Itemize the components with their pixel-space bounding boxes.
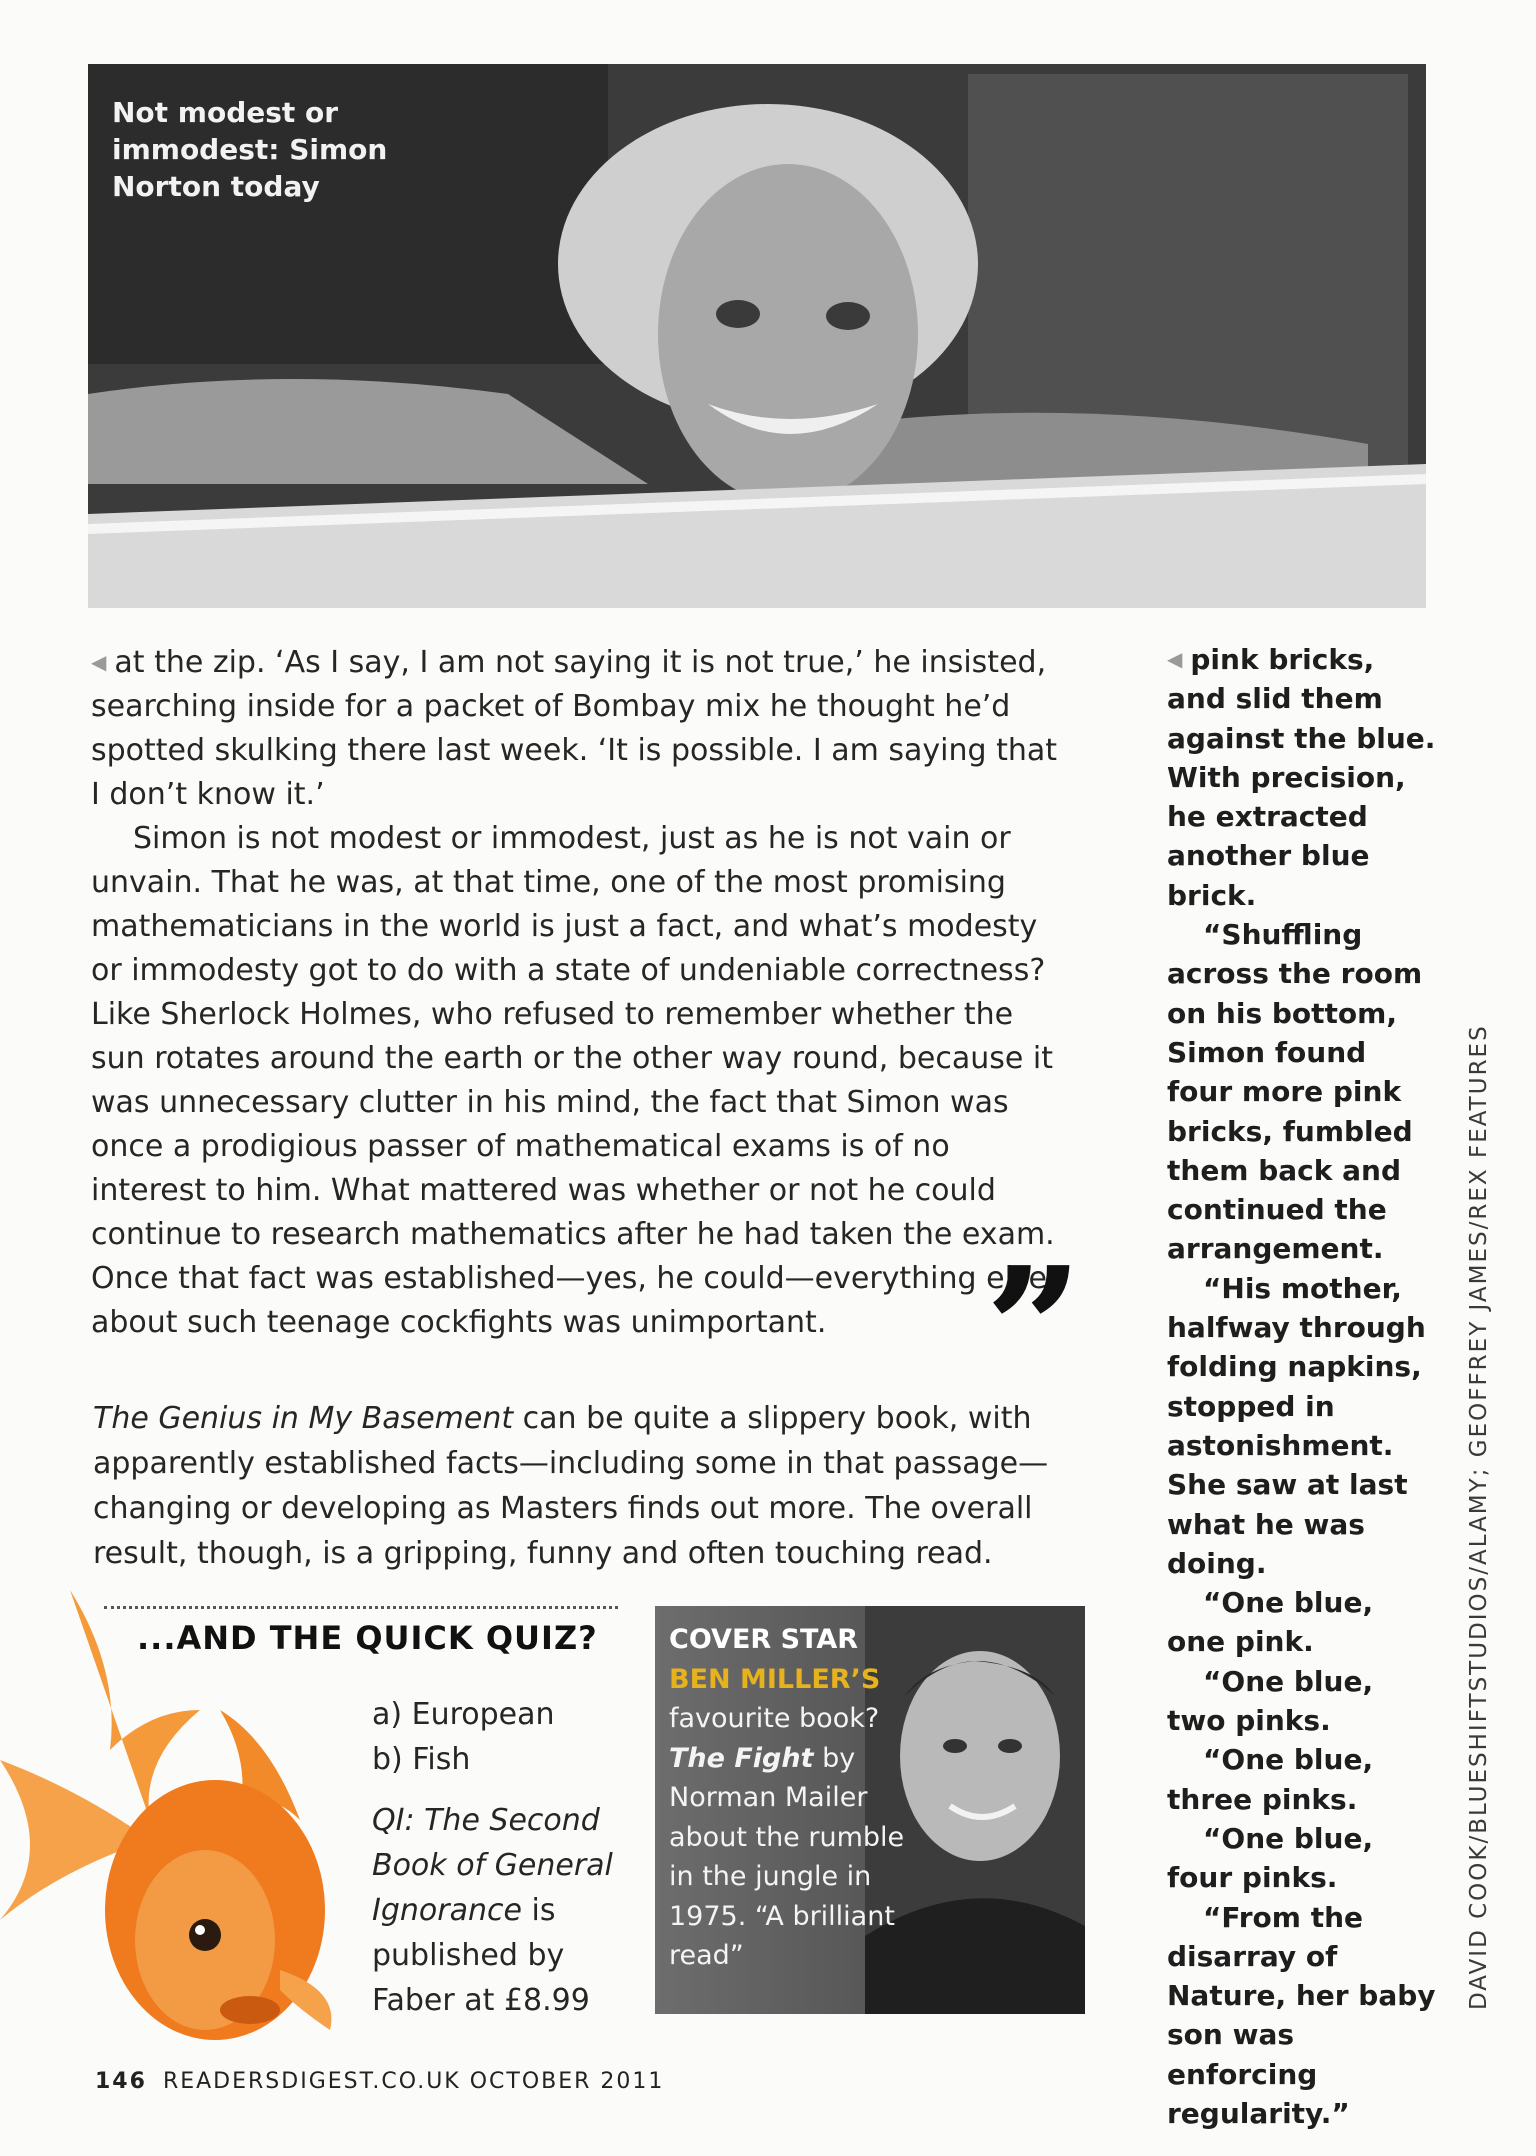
review-book-title: The Genius in My Basement [93, 1401, 514, 1436]
page-number: 146 [95, 2069, 147, 2094]
cover-star-line: favourite book? [669, 1703, 880, 1734]
cover-book-desc: Norman Mailer about the rumble in the jungle in 1975. “A brilliant read” [669, 1782, 905, 1971]
main-text-column [91, 640, 1071, 1345]
side-paragraph: “One blue, three pinks. [1167, 1743, 1374, 1816]
side-paragraph: “From the disarray of Nature, her baby son was enforcing regularity.” [1167, 1900, 1436, 2130]
side-paragraph: “One blue, four pinks. [1167, 1821, 1374, 1895]
paragraph-2: Simon is not modest or immodest, just as he is not vain or unvain. That he was, at that time, one of the most promising mathematicians in the world is just a fact, and what’s modesty or immodesty got to do with a state of undeniable correctness? Like Sherlock Holmes, who refused to remember whether the sun rotates around the earth or the other way round, because it was unnecessary clutter in his mind, the fact that Simon was once a prodigious passer of mathematical exams is of no interest to him. What mattered was whether or not he could continue to research mathematics after he had taken the exam. Once that fact was established—yes, he could—everything else about such teenage cockfights was unimportant. [91, 821, 1055, 1340]
side-paragraph: “Shuffling across the room on his bottom, Simon found four more pink bricks, fumbled them back and continued the arrangement. [1167, 918, 1423, 1266]
quiz-title: ...AND THE QUICK QUIZ? [137, 1619, 598, 1657]
cover-star-box [655, 1606, 1085, 2014]
cover-book-title: The Fight [669, 1742, 814, 1774]
paragraph-1: ◀ at the zip. ‘As I say, I am not saying it is not true,’ he insisted, searching inside for a packet of Bombay mix he thought he’d spotted skulking there last week. ‘It is possible. I am saying that I don’t know it.’ [91, 645, 1057, 812]
top-photo [88, 64, 1426, 608]
goldfish-icon [0, 1590, 360, 2040]
quiz-answer: b) Fish [372, 1742, 471, 1777]
side-paragraph: “One blue, two pinks. [1167, 1664, 1374, 1738]
review-paragraph [93, 1396, 1073, 1576]
side-text-column [1167, 640, 1437, 2133]
continued-arrow-icon: ◀ [1167, 647, 1183, 671]
side-paragraph: “One blue, one pink. [1167, 1586, 1374, 1659]
quiz-book-title: QI: The Second Book of General Ignorance [372, 1803, 613, 1928]
photo-credit: DAVID COOK/BLUESHIFTSTUDIOS/ALAMY; GEOFFREY JAMES/REX FEATURES [1466, 1024, 1492, 2010]
cover-book-by: by [813, 1742, 856, 1774]
side-paragraph: ◀ pink bricks, and slid them against the blue. With precision, he extracted another blue brick. [1167, 643, 1436, 912]
quiz-published: is published by Faber at £8.99 [372, 1893, 590, 2018]
cover-star-name: BEN MILLER’S [669, 1663, 881, 1695]
quiz-book-note [372, 1798, 642, 2023]
cover-star-label: COVER STAR [669, 1624, 859, 1655]
quiz-body [372, 1692, 642, 2023]
quiz-answer: a) European [372, 1697, 555, 1732]
page-footer [95, 2069, 664, 2094]
closing-quote-icon: ” [985, 1230, 1083, 1430]
review-text: can be quite a slippery book, with apparently established facts—including some in that passage—changing or developing as Masters finds out more. The overall result, though, is a gripping, funny and often touching read. [93, 1401, 1049, 1571]
side-paragraph: “His mother, halfway through folding napkins, stopped in astonishment. She saw at last what he was doing. [1167, 1271, 1426, 1580]
photo-caption: Not modest or immodest: Simon Norton today [112, 96, 388, 203]
continued-arrow-icon: ◀ [91, 650, 107, 674]
footer-publication: READERSDIGEST.CO.UK OCTOBER 2011 [162, 2069, 665, 2094]
cover-star-text [669, 1620, 929, 1976]
